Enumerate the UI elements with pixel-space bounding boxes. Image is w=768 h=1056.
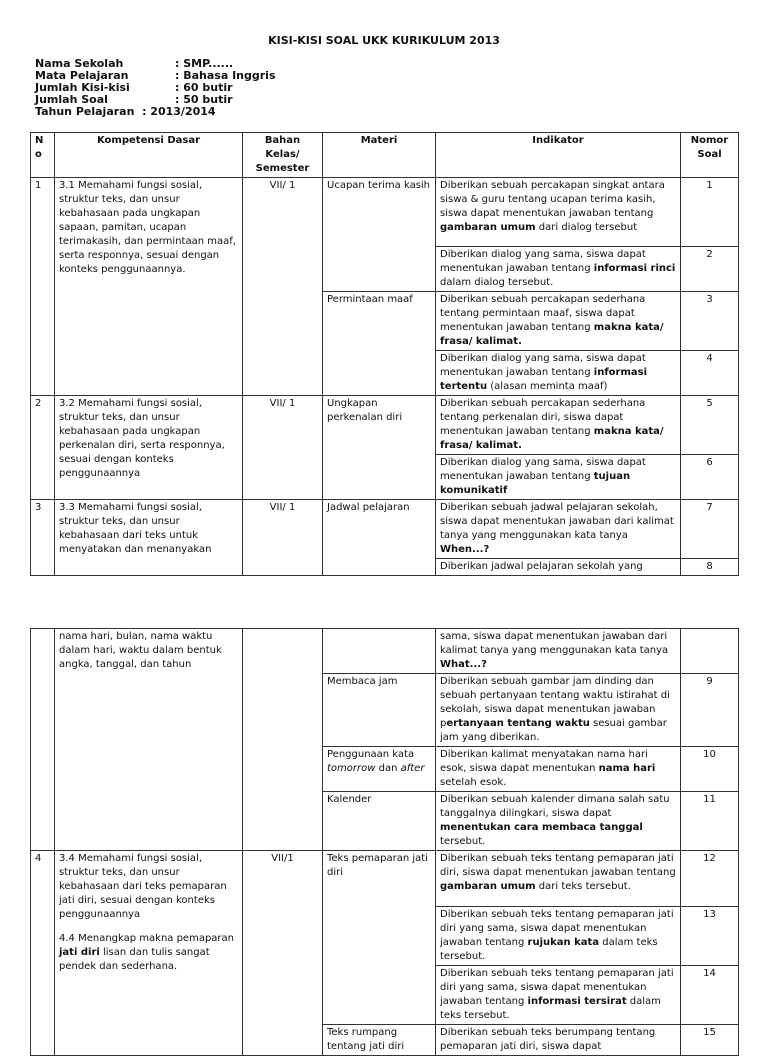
materi-italic: tomorrow bbox=[327, 763, 376, 774]
indikator-text: Diberikan dialog yang sama, siswa dapat menentukan jawaban tentang bbox=[440, 457, 646, 482]
indikator-text: tersebut. bbox=[440, 836, 486, 847]
indikator-text: Diberikan sebuah percakapan singkat antara siswa & guru tentang ucapan terima kasih, siswa dapat menentukan jawaban tentang bbox=[440, 180, 665, 219]
meta-label: Mata Pelajaran bbox=[35, 69, 129, 82]
meta-label: Jumlah Kisi-kisi bbox=[35, 81, 130, 94]
cell-nomor-soal: 3 bbox=[681, 292, 739, 351]
table-row bbox=[31, 500, 739, 559]
indikator-keyword: informasi rinci bbox=[593, 263, 676, 274]
kd-text-part: lisan dan tulis sangat pendek dan sederhana. bbox=[59, 947, 210, 972]
cell-indikator: Diberikan jadwal pelajaran sekolah yang bbox=[436, 559, 681, 576]
cell-materi: Kalender bbox=[323, 792, 436, 851]
header-no: N o bbox=[31, 133, 55, 178]
indikator-text: setelah esok. bbox=[440, 777, 507, 788]
cell-nomor-soal: 11 bbox=[681, 792, 739, 851]
cell-no: 3 bbox=[31, 500, 55, 576]
cell-no: 1 bbox=[31, 178, 55, 396]
cell-indikator bbox=[436, 292, 681, 351]
indikator-text: dalam dialog tersebut. bbox=[440, 277, 554, 288]
indikator-text: dari dialog tersebut bbox=[535, 222, 638, 233]
indikator-text: dari teks tersebut. bbox=[535, 881, 631, 892]
cell-materi: Jadwal pelajaran bbox=[323, 500, 436, 576]
table-row bbox=[31, 851, 739, 907]
cell-kompetensi-dasar: 3.2 Memahami fungsi sosial, struktur teks, dan unsur kebahasaan pada ungkapan perkenalan diri, serta responnya, sesuai dengan konteks penggunaannya bbox=[55, 396, 243, 500]
indikator-text: (alasan meminta maaf) bbox=[487, 381, 608, 392]
cell-materi: Ucapan terima kasih bbox=[323, 178, 436, 292]
header-indikator: Indikator bbox=[436, 133, 681, 178]
indikator-keyword: makna kata/ frasa/ kalimat. bbox=[440, 426, 664, 451]
cell-nomor-soal: 8 bbox=[681, 559, 739, 576]
document-title: KISI-KISI SOAL UKK KURIKULUM 2013 bbox=[268, 34, 500, 47]
indikator-keyword: When...? bbox=[440, 544, 490, 555]
meta-label: Nama Sekolah bbox=[35, 57, 124, 70]
cell-no bbox=[31, 629, 55, 851]
cell-materi: Teks rumpang tentang jati diri bbox=[323, 1025, 436, 1056]
cell-kompetensi-dasar: nama hari, bulan, nama waktu dalam hari, waktu dalam bentuk angka, tanggal, dan tahun bbox=[55, 629, 243, 851]
indikator-keyword: nama hari bbox=[598, 763, 656, 774]
cell-nomor-soal: 7 bbox=[681, 500, 739, 559]
cell-materi bbox=[323, 629, 436, 674]
cell-nomor-soal: 10 bbox=[681, 747, 739, 792]
cell-indikator bbox=[436, 792, 681, 851]
indikator-text: Diberikan sebuah percakapan sederhana tentang permintaan maaf, siswa dapat menentukan jawaban tentang bbox=[440, 294, 646, 333]
cell-kelas: VII/1 bbox=[243, 851, 323, 1056]
cell-indikator bbox=[436, 747, 681, 792]
cell-nomor-soal: 4 bbox=[681, 351, 739, 396]
kd-text: 3.4 Memahami fungsi sosial, struktur teks, dan unsur kebahasaan dari teks pemaparan jati diri, sesuai dengan konteks penggunaannya bbox=[59, 853, 227, 920]
indikator-keyword: tujuan komunikatif bbox=[440, 471, 631, 496]
table-row bbox=[31, 178, 739, 247]
cell-kelas: VII/ 1 bbox=[243, 396, 323, 500]
cell-nomor-soal: 9 bbox=[681, 674, 739, 747]
indikator-text: Diberikan dialog yang sama, siswa dapat menentukan jawaban tentang bbox=[440, 249, 646, 274]
cell-nomor-soal: 5 bbox=[681, 396, 739, 455]
cell-kelas: VII/ 1 bbox=[243, 500, 323, 576]
cell-materi: Membaca jam bbox=[323, 674, 436, 747]
kd-text-part: 4.4 Menangkap makna pemaparan bbox=[59, 933, 235, 944]
header-kompetensi-dasar: Kompetensi Dasar bbox=[55, 133, 243, 178]
indikator-text: Diberikan sebuah percakapan sederhana tentang perkenalan diri, siswa dapat menentukan jawaban tentang bbox=[440, 398, 646, 437]
indikator-keyword: gambaran umum bbox=[440, 222, 536, 233]
header-nomor-soal: Nomor Soal bbox=[681, 133, 739, 178]
cell-indikator bbox=[436, 247, 681, 292]
cell-kelas: VII/ 1 bbox=[243, 178, 323, 396]
cell-no: 4 bbox=[31, 851, 55, 1056]
header-bahan-kelas: Bahan Kelas/ Semester bbox=[243, 133, 323, 178]
table-row bbox=[31, 396, 739, 455]
indikator-text: Diberikan sebuah teks tentang pemaparan jati diri, siswa dapat menentukan jawaban tentang bbox=[440, 853, 676, 878]
meta-value: : Bahasa Inggris bbox=[175, 69, 276, 82]
meta-value: : 60 butir bbox=[175, 81, 233, 94]
cell-nomor-soal: 14 bbox=[681, 966, 739, 1025]
table-header-row bbox=[31, 133, 739, 178]
cell-indikator bbox=[436, 500, 681, 559]
indikator-text: dalam teks tersebut. bbox=[440, 937, 658, 962]
indikator-text: Diberikan kalimat menyatakan nama hari esok, siswa dapat menentukan bbox=[440, 749, 648, 774]
cell-indikator bbox=[436, 178, 681, 247]
header-materi: Materi bbox=[323, 133, 436, 178]
cell-indikator bbox=[436, 851, 681, 907]
meta-row-year bbox=[35, 106, 276, 118]
cell-nomor-soal bbox=[681, 629, 739, 674]
indikator-text: Diberikan sebuah teks tentang pemaparan jati diri yang sama, siswa dapat menentukan jawaban tentang bbox=[440, 909, 674, 948]
indikator-keyword: makna kata/ frasa/ kalimat. bbox=[440, 322, 664, 347]
cell-kelas bbox=[243, 629, 323, 851]
cell-nomor-soal: 13 bbox=[681, 907, 739, 966]
indikator-text: sama, siswa dapat menentukan jawaban dari kalimat tanya yang menggunakan kata tanya bbox=[440, 631, 669, 656]
cell-nomor-soal: 1 bbox=[681, 178, 739, 247]
meta-value: : 50 butir bbox=[175, 93, 233, 106]
cell-materi: Permintaan maaf bbox=[323, 292, 436, 396]
materi-text: Penggunaan kata bbox=[327, 749, 415, 760]
meta-value: : 2013/2014 bbox=[134, 105, 216, 118]
indikator-keyword: ertanyaan tentang waktu bbox=[446, 718, 590, 729]
indikator-text: sesuai gambar jam yang diberikan. bbox=[440, 718, 667, 743]
indikator-text: Diberikan sebuah teks tentang pemaparan jati diri yang sama, siswa dapat menentukan jawaban tentang bbox=[440, 968, 674, 1007]
cell-nomor-soal: 15 bbox=[681, 1025, 739, 1056]
meta-label: Tahun Pelajaran bbox=[35, 105, 135, 118]
cell-kompetensi-dasar bbox=[55, 851, 243, 1056]
cell-indikator bbox=[436, 674, 681, 747]
cell-indikator bbox=[436, 907, 681, 966]
cell-indikator: Diberikan sebuah teks berumpang tentang pemaparan jati diri, siswa dapat bbox=[436, 1025, 681, 1056]
cell-nomor-soal: 12 bbox=[681, 851, 739, 907]
indikator-text: Diberikan sebuah kalender dimana salah satu tanggalnya dilingkari, siswa dapat bbox=[440, 794, 670, 819]
cell-kompetensi-dasar: 3.3 Memahami fungsi sosial, struktur teks, dan unsur kebahasaan dari teks untuk menyatakan dan menanyakan bbox=[55, 500, 243, 576]
kd-text bbox=[59, 932, 238, 974]
indikator-text: Diberikan dialog yang sama, siswa dapat menentukan jawaban tentang bbox=[440, 353, 646, 378]
table-row bbox=[31, 629, 739, 674]
cell-indikator bbox=[436, 966, 681, 1025]
indikator-keyword: menentukan cara membaca tanggal bbox=[440, 822, 643, 833]
meta-label: Jumlah Soal bbox=[35, 93, 108, 106]
materi-text: dan bbox=[375, 763, 401, 774]
indikator-keyword: informasi tersirat bbox=[527, 996, 627, 1007]
kisi-kisi-table-page-2 bbox=[30, 628, 739, 1056]
indikator-text: dalam teks tersebut. bbox=[440, 996, 661, 1021]
cell-indikator bbox=[436, 351, 681, 396]
cell-indikator bbox=[436, 629, 681, 674]
indikator-keyword: rujukan kata bbox=[527, 937, 600, 948]
cell-indikator bbox=[436, 396, 681, 455]
indikator-text: Diberikan sebuah gambar jam dinding dan sebuah pertanyaan tentang waktu istirahat di sekolah, siswa dapat menentukan jawaban p bbox=[440, 676, 670, 729]
indikator-text: Diberikan sebuah jadwal pelajaran sekolah, siswa dapat menentukan jawaban dari kalimat tanya yang menggunakan kata tanya bbox=[440, 502, 674, 541]
cell-no: 2 bbox=[31, 396, 55, 500]
cell-kompetensi-dasar: 3.1 Memahami fungsi sosial, struktur teks, dan unsur kebahasaan pada ungkapan sapaan, pamitan, ucapan terimakasih, dan permintaan maaf, serta responnya, sesuai dengan konteks penggunaannya. bbox=[55, 178, 243, 396]
kisi-kisi-table-page-1 bbox=[30, 132, 739, 576]
cell-nomor-soal: 2 bbox=[681, 247, 739, 292]
meta-value: : SMP...... bbox=[175, 57, 234, 70]
materi-italic: after bbox=[400, 763, 425, 774]
cell-nomor-soal: 6 bbox=[681, 455, 739, 500]
cell-materi bbox=[323, 747, 436, 792]
kd-keyword: jati diri bbox=[59, 947, 100, 958]
cell-materi: Teks pemaparan jati diri bbox=[323, 851, 436, 1025]
indikator-keyword: informasi tertentu bbox=[440, 367, 648, 392]
document-meta bbox=[35, 58, 276, 118]
cell-materi: Ungkapan perkenalan diri bbox=[323, 396, 436, 500]
indikator-keyword: gambaran umum bbox=[440, 881, 536, 892]
indikator-keyword: What...? bbox=[440, 659, 487, 670]
cell-indikator bbox=[436, 455, 681, 500]
